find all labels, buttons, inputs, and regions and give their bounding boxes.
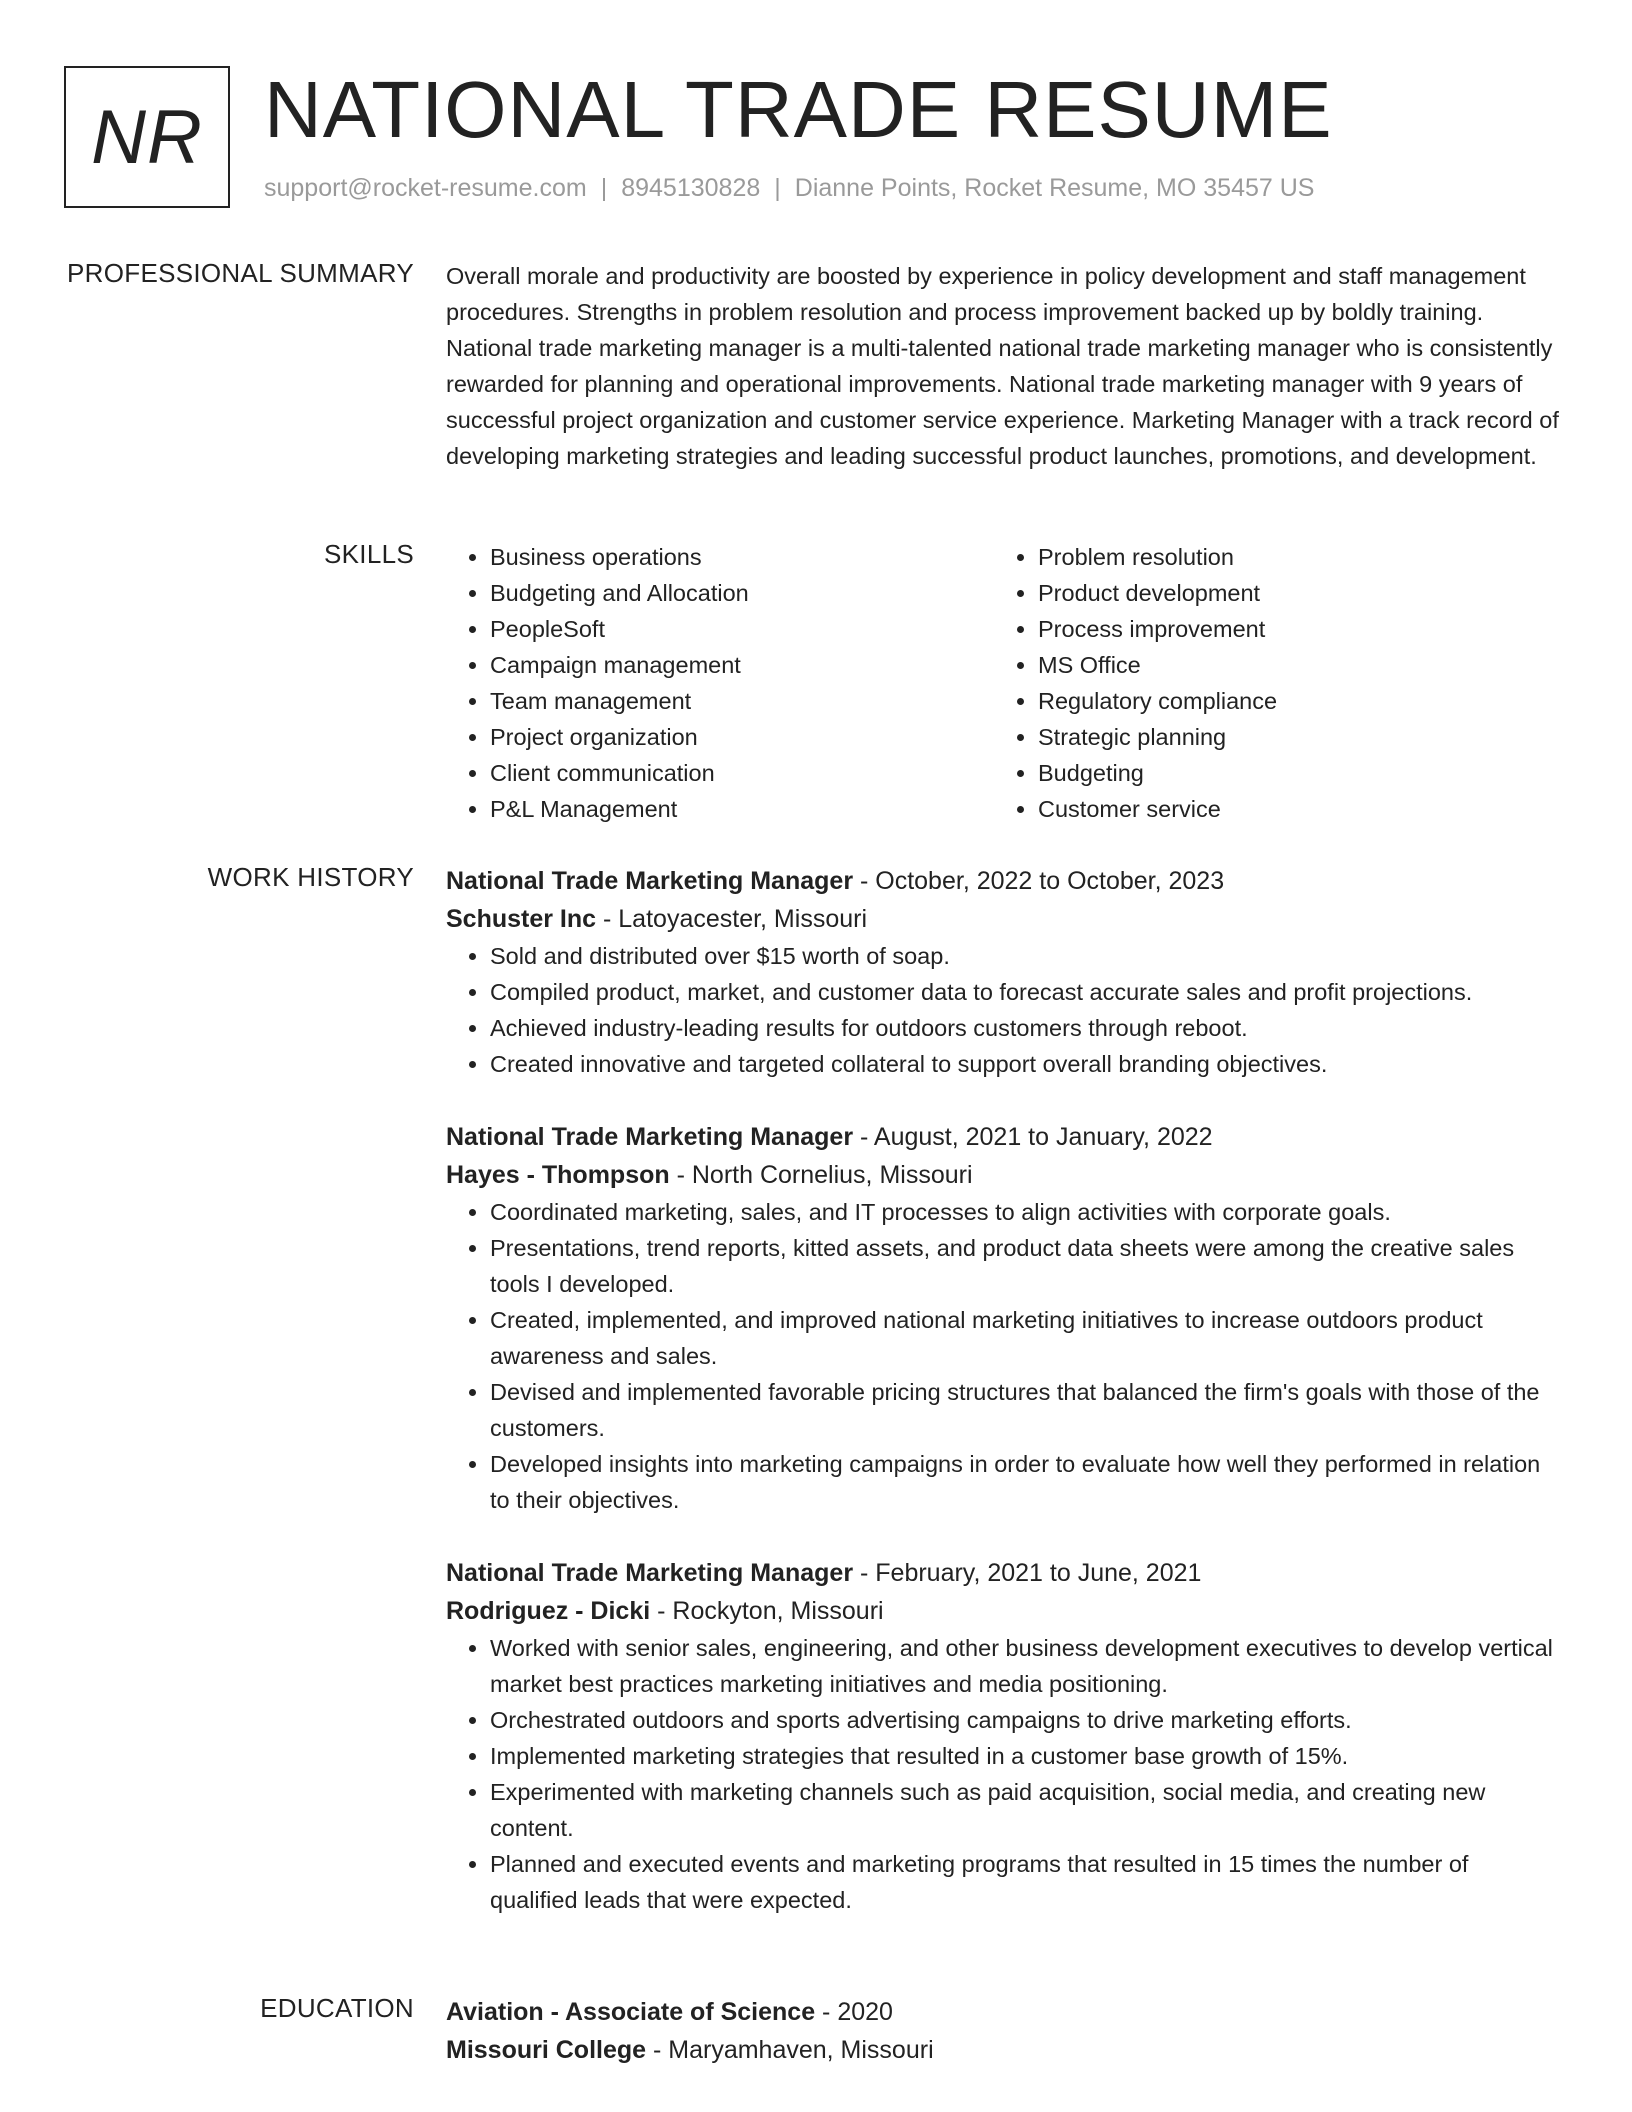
job-bullet-list [446, 1630, 1562, 1918]
skill-item: • MS Office [1038, 647, 1542, 683]
job-location: Rockyton, Missouri [672, 1597, 884, 1625]
education-degree: Aviation - Associate of Science [446, 1998, 816, 2026]
education-year: 2020 [837, 1998, 893, 2026]
education-degree-line: Aviation - Associate of Science - 2020 [446, 1998, 893, 2026]
skills-grid [446, 539, 1562, 827]
skill-item: • Product development [1038, 575, 1542, 611]
job-entry [446, 1118, 1562, 1518]
contact-address: Dianne Points, Rocket Resume, MO 35457 US [794, 174, 1315, 202]
education-school-line: Missouri College - Maryamhaven, Missouri [446, 2036, 934, 2064]
job-bullet: • Planned and executed events and marketing programs that resulted in 15 times the number of qualified leads that were expected. [490, 1846, 1562, 1918]
job-bullet: • Developed insights into marketing campaigns in order to evaluate how well they performed in relation to their objectives. [490, 1446, 1562, 1518]
skill-item: • Strategic planning [1038, 719, 1542, 755]
skill-item: • Problem resolution [1038, 539, 1542, 575]
summary-text: Overall morale and productivity are boosted by experience in policy development and staff management procedures. Strengths in problem resolution and process improvement backed up by boldly training. National trade marketing manager is a multi-talented national trade marketing manager who is consistently rewarded for planning and operational improvements. National trade marketing manager with 9 years of successful project organization and customer service experience. Marketing Manager with a track record of developing marketing strategies and leading successful product launches, promotions, and development. [446, 263, 1559, 469]
job-bullet-list [446, 1194, 1562, 1518]
job-bullet: • Implemented marketing strategies that resulted in a customer base growth of 15%. [490, 1738, 1562, 1774]
job-bullet: • Created, implemented, and improved national marketing initiatives to increase outdoors product awareness and sales. [490, 1302, 1562, 1374]
contact-email: support@rocket-resume.com [264, 174, 587, 202]
job-dates: August, 2021 to January, 2022 [873, 1123, 1213, 1151]
work-history-body [446, 862, 1562, 1954]
job-bullet: • Presentations, trend reports, kitted assets, and product data sheets were among the creative sales tools I developed. [490, 1230, 1562, 1302]
skills-column-left [446, 539, 994, 827]
job-company-line: Schuster Inc - Latoyacester, Missouri [446, 905, 867, 933]
skill-item: • Budgeting [1038, 755, 1542, 791]
skills-list-left [446, 539, 994, 827]
job-bullet: • Compiled product, market, and customer data to forecast accurate sales and profit projections. [490, 974, 1562, 1010]
skill-item: • Project organization [490, 719, 994, 755]
job-bullet: • Experimented with marketing channels such as paid acquisition, social media, and creating new content. [490, 1774, 1562, 1846]
skill-item: • Campaign management [490, 647, 994, 683]
summary-heading: PROFESSIONAL SUMMARY [67, 258, 414, 288]
job-title: National Trade Marketing Manager [446, 1559, 854, 1587]
skill-item: • PeopleSoft [490, 611, 994, 647]
job-bullet: • Sold and distributed over $15 worth of soap. [490, 938, 1562, 974]
job-entry [446, 862, 1562, 1082]
job-company-line: Hayes - Thompson - North Cornelius, Missouri [446, 1161, 973, 1189]
contact-separator: | [774, 174, 781, 202]
job-bullet: • Worked with senior sales, engineering, and other business development executives to develop vertical market best practices marketing initiatives and media positioning. [490, 1630, 1562, 1702]
education-body [446, 1993, 1562, 2069]
job-bullet: • Devised and implemented favorable pricing structures that balanced the firm's goals with those of the customers. [490, 1374, 1562, 1446]
job-title: National Trade Marketing Manager [446, 1123, 854, 1151]
job-company: Hayes - Thompson [446, 1161, 670, 1189]
contact-line [264, 174, 1314, 203]
job-location: Latoyacester, Missouri [618, 905, 867, 933]
resume-header [64, 66, 1564, 216]
contact-separator: | [600, 174, 608, 202]
job-company: Schuster Inc [446, 905, 597, 933]
job-title-line: National Trade Marketing Manager - August, 2021 to January, 2022 [446, 1123, 1213, 1151]
contact-phone: 8945130828 [621, 174, 761, 202]
job-bullet: • Created innovative and targeted collateral to support overall branding objectives. [490, 1046, 1562, 1082]
resume-title: NATIONAL TRADE RESUME [264, 65, 1333, 154]
skills-body [446, 539, 1562, 827]
job-location: North Cornelius, Missouri [691, 1161, 973, 1189]
job-dates: February, 2021 to June, 2021 [875, 1559, 1202, 1587]
summary-body [446, 258, 1562, 474]
job-company: Rodriguez - Dicki [446, 1597, 651, 1625]
skill-item: • Customer service [1038, 791, 1542, 827]
job-bullet: • Coordinated marketing, sales, and IT processes to align activities with corporate goals. [490, 1194, 1562, 1230]
skill-item: • Client communication [490, 755, 994, 791]
skill-item: • P&L Management [490, 791, 994, 827]
job-company-line: Rodriguez - Dicki - Rockyton, Missouri [446, 1597, 884, 1625]
skill-item: • Regulatory compliance [1038, 683, 1542, 719]
skill-item: • Budgeting and Allocation [490, 575, 994, 611]
job-bullet: • Achieved industry-leading results for outdoors customers through reboot. [490, 1010, 1562, 1046]
job-bullet: • Orchestrated outdoors and sports advertising campaigns to drive marketing efforts. [490, 1702, 1562, 1738]
work-history-heading: WORK HISTORY [207, 862, 414, 892]
job-bullet-list [446, 938, 1562, 1082]
skill-item: • Business operations [490, 539, 994, 575]
education-location: Maryamhaven, Missouri [668, 2036, 934, 2064]
job-title-line: National Trade Marketing Manager - October, 2022 to October, 2023 [446, 867, 1225, 895]
skills-list-right [994, 539, 1542, 827]
monogram-badge: NR [64, 66, 230, 208]
education-heading: EDUCATION [260, 1993, 414, 2023]
job-entry [446, 1554, 1562, 1918]
job-dates: October, 2022 to October, 2023 [875, 867, 1225, 895]
job-title-line: National Trade Marketing Manager - February, 2021 to June, 2021 [446, 1559, 1202, 1587]
skills-column-right [994, 539, 1542, 827]
skill-item: • Team management [490, 683, 994, 719]
skill-item: • Process improvement [1038, 611, 1542, 647]
skills-heading: SKILLS [324, 539, 414, 569]
job-title: National Trade Marketing Manager [446, 867, 854, 895]
education-school: Missouri College [446, 2036, 647, 2064]
